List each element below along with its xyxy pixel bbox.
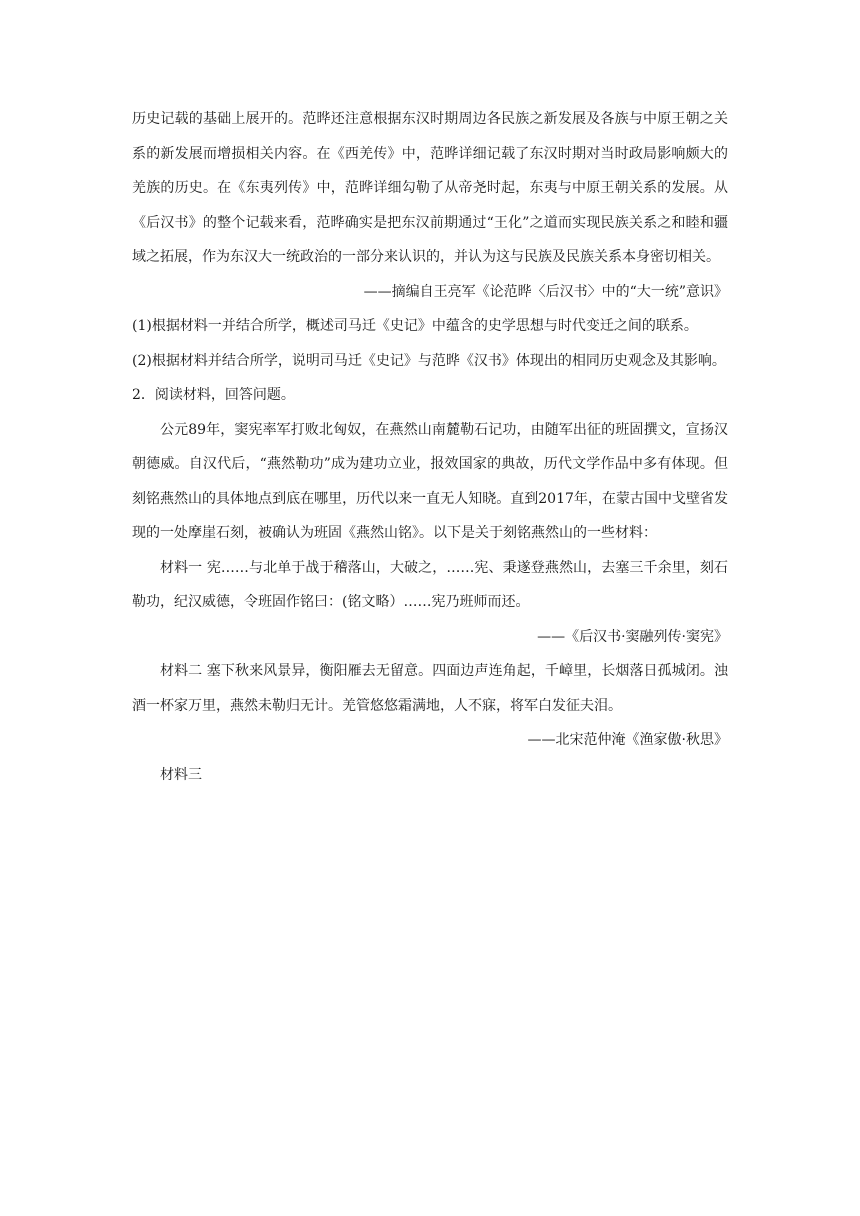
question-2: (2)根据材料并结合所学，说明司马迁《史记》与范晔《汉书》体现出的相同历史观念及其影响。 xyxy=(132,352,726,369)
continuation-source: ——摘编自王亮军《论范晔〈后汉书〉中的“大一统”意识》 xyxy=(363,283,728,300)
material-1-source: ——《后汉书·窦融列传·窦宪》 xyxy=(537,628,728,645)
material-2-source: ——北宋范仲淹《渔家傲·秋思》 xyxy=(527,732,728,748)
problem-2-intro: 公元89年，窦宪率军打败北匈奴，在燕然山南麓勒石记功，由随军出征的班固撰文，宣扬汉朝德威。自汉代后，“燕然勒功”成为建功立业，报效国家的典故，历代文学作品中多有体现。但刻铭燕然山的具体地点到底在哪里，历代以来一直无人知晓。直到2017年，在蒙古国中戈壁省发现的一处摩崖石刻，被确认为班固《燕然山铭》。以下是关于刻铭燕然山的一些材料： xyxy=(132,421,728,541)
question-1: (1)根据材料一并结合所学，概述司马迁《史记》中蕴含的史学思想与时代变迁之间的联系。 xyxy=(132,318,698,334)
problem-2-heading: 2．阅读材料，回答问题。 xyxy=(132,387,295,403)
material-2-text: 材料二 塞下秋来风景异，衡阳雁去无留意。四面边声连角起，千嶂里，长烟落日孤城闭。浊酒一杯家万里，燕然未勒归无计。羌管悠悠霜满地，人不寐，将军白发征夫泪。 xyxy=(132,663,728,714)
material-1-text: 材料一 宪……与北单于战于稽落山，大破之，……宪、秉遂登燕然山，去塞三千余里，刻石勒功，纪汉威德，令班固作铭曰：(铭文略）……宪乃班师而还。 xyxy=(132,559,728,610)
document-page xyxy=(132,102,728,792)
continuation-paragraph: 历史记载的基础上展开的。范晔还注意根据东汉时期周边各民族之新发展及各族与中原王朝之关系的新发展而增损相关内容。在《西羌传》中，范晔详细记载了东汉时期对当时政局影响颇大的羌族的历史。在《东夷列传》中，范晔详细勾勒了从帝尧时起，东夷与中原王朝关系的发展。从《后汉书》的整个记载来看，范晔确实是把东汉前期通过“王化”之道而实现民族关系之和睦和疆域之拓展，作为东汉大一统政治的一部分来认识的，并认为这与民族及民族关系本身密切相关。 xyxy=(132,111,728,265)
material-3-label: 材料三 xyxy=(160,766,202,783)
